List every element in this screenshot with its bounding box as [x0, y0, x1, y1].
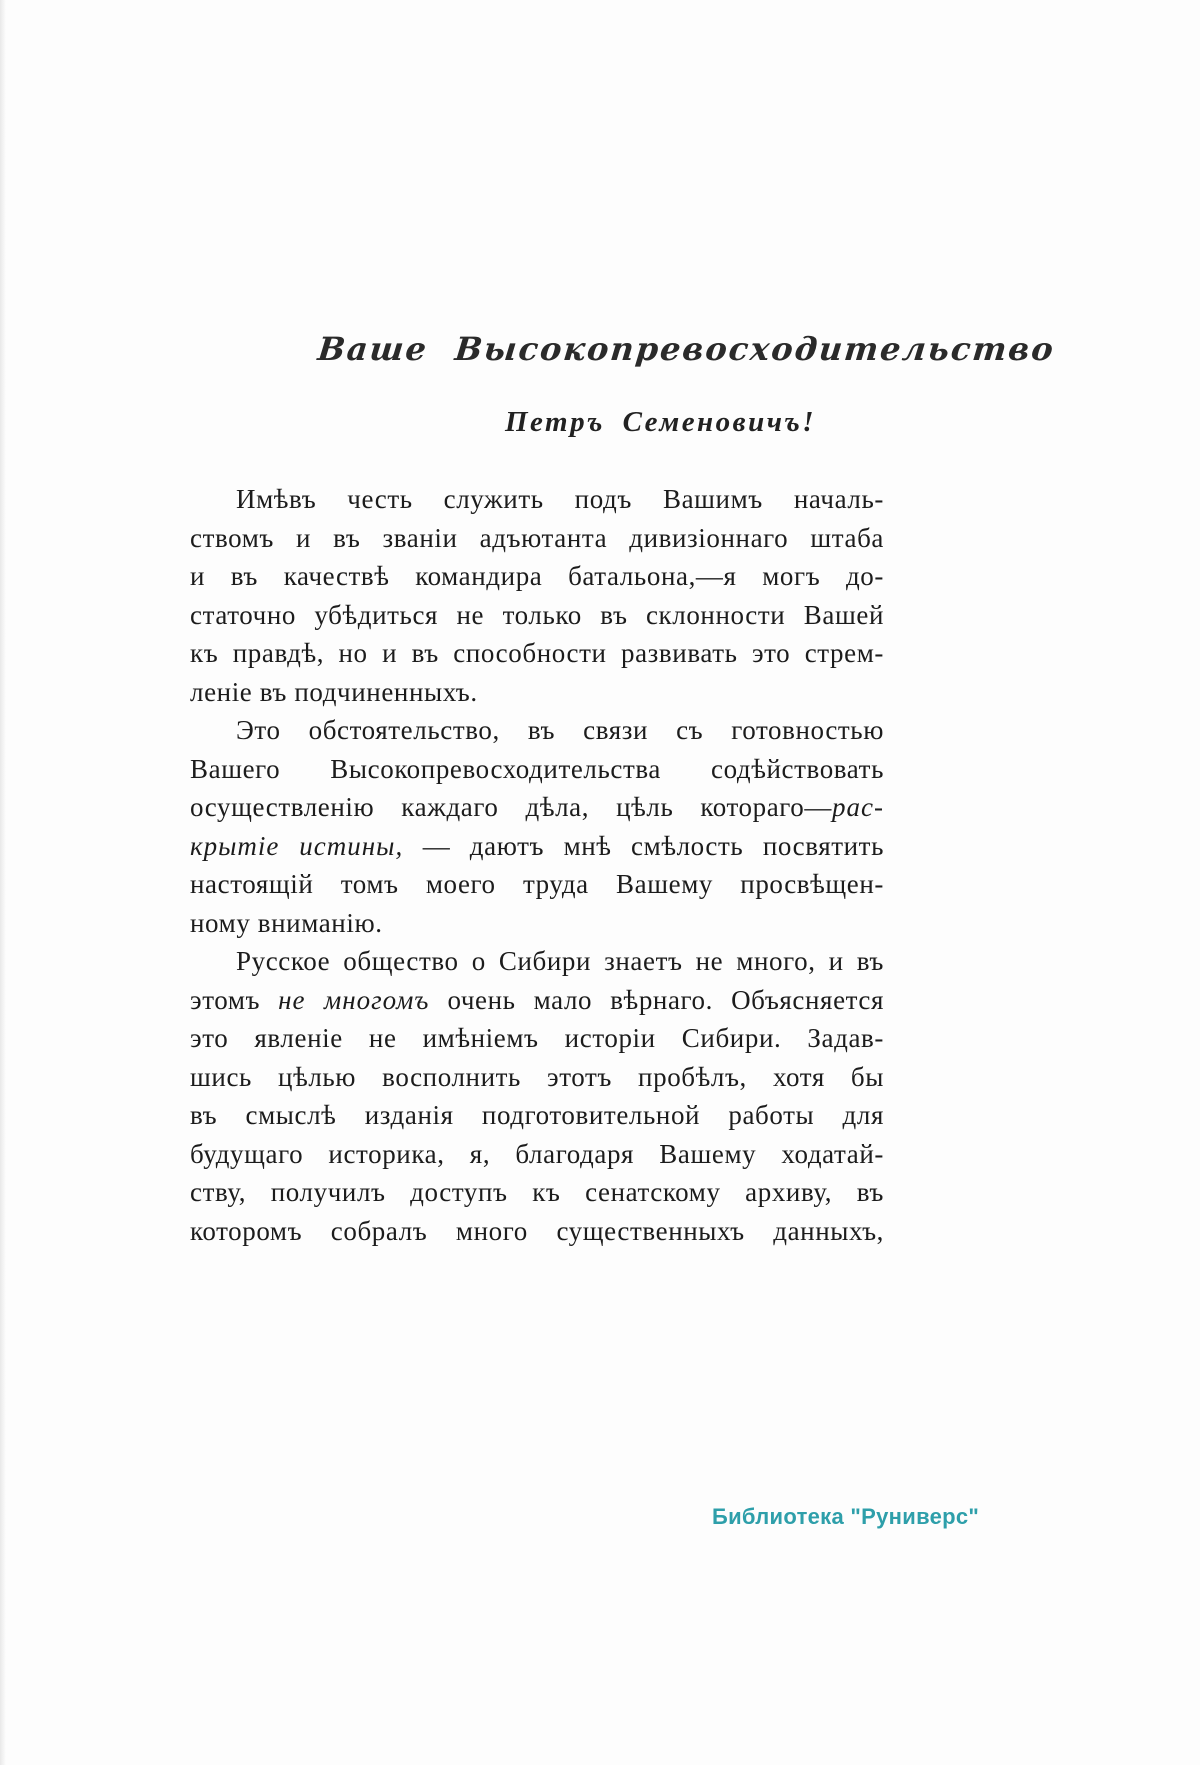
text-segment: этомъ	[190, 984, 279, 1015]
text-line	[190, 519, 884, 558]
text-line	[190, 557, 884, 596]
text-segment: настоящій томъ моего труда Вашему просвѣщен-	[190, 869, 884, 899]
text-segment: которомъ собралъ много существенныхъ данныхъ,	[190, 1215, 884, 1246]
emphasis-text: не многомъ	[278, 984, 430, 1015]
text-line	[190, 1212, 884, 1251]
text-segment: будущаго историка, я, благодаря Вашему ходатай-	[190, 1138, 884, 1169]
text-line	[190, 827, 884, 866]
text-segment: ному вниманію.	[190, 907, 383, 938]
text-segment: въ смыслѣ изданія подготовительной работы для	[190, 1100, 884, 1130]
body-text	[190, 480, 884, 1250]
text-segment: Это обстоятельство, въ связи съ готовностью	[236, 715, 884, 745]
text-line	[190, 596, 884, 635]
text-line	[190, 788, 884, 827]
text-segment: ствомъ и въ званіи адъютанта дивизіоннаго штаба	[190, 522, 884, 553]
text-segment: осуществленію каждаго дѣла, цѣль котораго—	[190, 792, 833, 822]
text-line	[190, 673, 884, 712]
text-line	[190, 711, 884, 750]
text-line	[190, 1173, 884, 1212]
text-segment: это явленіе не имѣніемъ исторіи Сибири. Задав-	[190, 1023, 884, 1053]
text-line	[190, 1019, 884, 1058]
text-line	[190, 634, 884, 673]
salutation-script-heading: Ваше Высокопревосходительство	[316, 330, 1057, 368]
text-segment: и въ качествѣ командира батальона,—я могъ до-	[190, 561, 884, 591]
text-segment: Вашего Высокопревосходительства содѣйствовать	[190, 753, 884, 784]
text-segment: — даютъ мнѣ смѣлость посвятить	[403, 830, 884, 861]
text-line	[190, 1096, 884, 1135]
text-line	[190, 1135, 884, 1174]
library-watermark: Библиотека "Руниверс"	[712, 1504, 980, 1529]
addressee-heading: Петръ Семеновичъ!	[505, 406, 817, 438]
text-line	[190, 1058, 884, 1097]
text-line	[190, 480, 884, 519]
text-segment: Русское общество о Сибири знаетъ не много, и въ	[236, 946, 884, 976]
text-segment: къ правдѣ, но и въ способности развивать это стрем-	[190, 638, 884, 668]
text-line	[190, 904, 884, 943]
text-line	[190, 865, 884, 904]
text-line	[190, 750, 884, 789]
text-segment: леніе въ подчиненныхъ.	[190, 676, 478, 707]
emphasis-text: рас-	[832, 792, 884, 822]
text-segment: очень мало вѣрнаго. Объясняется	[429, 984, 884, 1015]
text-segment: ству, получилъ доступъ къ сенатскому архиву, въ	[190, 1177, 884, 1207]
scan-edge-shadow	[0, 0, 6, 1765]
text-segment: Имѣвъ честь служить подъ Вашимъ началь-	[236, 484, 884, 514]
text-line	[190, 942, 884, 981]
text-line	[190, 981, 884, 1020]
emphasis-text: крытіе истины,	[190, 830, 404, 861]
text-segment: статочно убѣдиться не только въ склонности Вашей	[190, 599, 884, 630]
text-segment: шись цѣлью восполнить этотъ пробѣлъ, хотя бы	[190, 1061, 884, 1092]
